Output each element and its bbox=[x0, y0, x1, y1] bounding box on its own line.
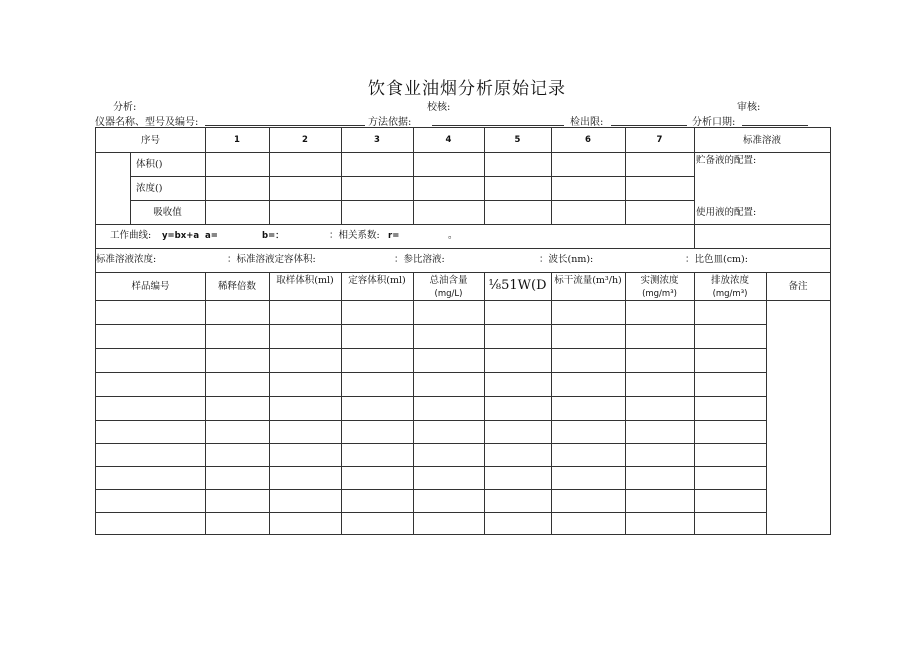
seq-number: 3 bbox=[374, 135, 380, 145]
std-volume-label: ：标准溶液定容体积: bbox=[227, 254, 316, 265]
detection-limit-line bbox=[611, 125, 687, 126]
total-oil-unit: (mg/L) bbox=[434, 289, 463, 299]
seq-number: 7 bbox=[656, 135, 663, 145]
curve-b-colon: ： bbox=[275, 231, 284, 241]
correlation-label: ：相关系数: bbox=[329, 230, 380, 241]
measured-conc-header: 实测浓度 bbox=[640, 275, 679, 286]
correlation-label-text: 相关系数: bbox=[338, 230, 380, 241]
std-volume-text: 标准溶液定容体积: bbox=[236, 254, 316, 265]
checker-label: 校核: bbox=[427, 102, 451, 113]
concentration-row-label: 浓度() bbox=[136, 183, 163, 194]
reviewer-label: 审核: bbox=[737, 102, 761, 113]
ref-solution-text: 参比溶液: bbox=[403, 254, 445, 265]
sample-volume-header: 取样体积(ml) bbox=[276, 275, 334, 286]
seq-number: 1 bbox=[234, 135, 240, 145]
ref-solution-label: ：参比溶液: bbox=[394, 254, 445, 265]
wavelength-text: 波长(nm): bbox=[548, 254, 594, 265]
emission-conc-header: 排放浓度 bbox=[710, 275, 749, 286]
emission-conc-unit: (mg/m³) bbox=[712, 289, 748, 299]
total-oil-header: 总油含量 bbox=[429, 275, 468, 286]
sample-id-header: 样品编号 bbox=[131, 281, 170, 292]
record-table bbox=[95, 127, 831, 535]
instrument-line bbox=[205, 125, 365, 126]
curve-label: 工作曲线: bbox=[110, 230, 152, 241]
measured-conc-unit: (mg/m³) bbox=[642, 289, 677, 299]
curve-b: b=： bbox=[262, 231, 284, 241]
standard-solution-header: 标准溶液 bbox=[742, 135, 781, 146]
detection-limit-label: 检出限: bbox=[570, 117, 604, 128]
seq-number: 4 bbox=[445, 135, 452, 145]
garbled-header: ⅛51W(D bbox=[488, 278, 547, 293]
curve-end-mark: 。 bbox=[448, 230, 458, 241]
analysis-date-line bbox=[742, 125, 808, 126]
seq-number: 6 bbox=[585, 135, 591, 145]
remark-header: 备注 bbox=[788, 281, 808, 292]
constant-volume-header: 定容体积(ml) bbox=[348, 275, 406, 286]
wavelength-label: ：波长(nm): bbox=[539, 254, 594, 265]
seq-number: 2 bbox=[302, 135, 308, 145]
volume-row-label: 体积() bbox=[136, 159, 163, 170]
cuvette-label: ：比色皿(cm): bbox=[685, 254, 748, 265]
analyst-label: 分析: bbox=[113, 102, 137, 113]
curve-r: r= bbox=[388, 231, 400, 241]
std-conc-label: 标准溶液浓度: bbox=[96, 254, 157, 265]
instrument-label: 仪器名称、型号及编号: bbox=[95, 117, 199, 128]
dilution-header: 稀释倍数 bbox=[217, 281, 256, 292]
method-line bbox=[432, 125, 564, 126]
absorbance-row-label: 吸收值 bbox=[153, 207, 182, 218]
analysis-date-label: 分析口期: bbox=[692, 117, 736, 128]
working-prep-label: 使用液的配置: bbox=[696, 207, 757, 218]
seq-header: 序号 bbox=[140, 135, 160, 146]
flow-header: 标干流量(m³/h) bbox=[554, 275, 622, 286]
curve-a: a= bbox=[205, 231, 218, 241]
cuvette-text: 比色皿(cm): bbox=[694, 254, 748, 265]
seq-number: 5 bbox=[514, 135, 521, 145]
method-label: 方法依据: bbox=[368, 117, 412, 128]
stock-prep-label: 贮备液的配置: bbox=[696, 155, 757, 166]
curve-equation: y=bx+a bbox=[162, 231, 200, 241]
page-title: 饮食业油烟分析原始记录 bbox=[368, 79, 566, 99]
